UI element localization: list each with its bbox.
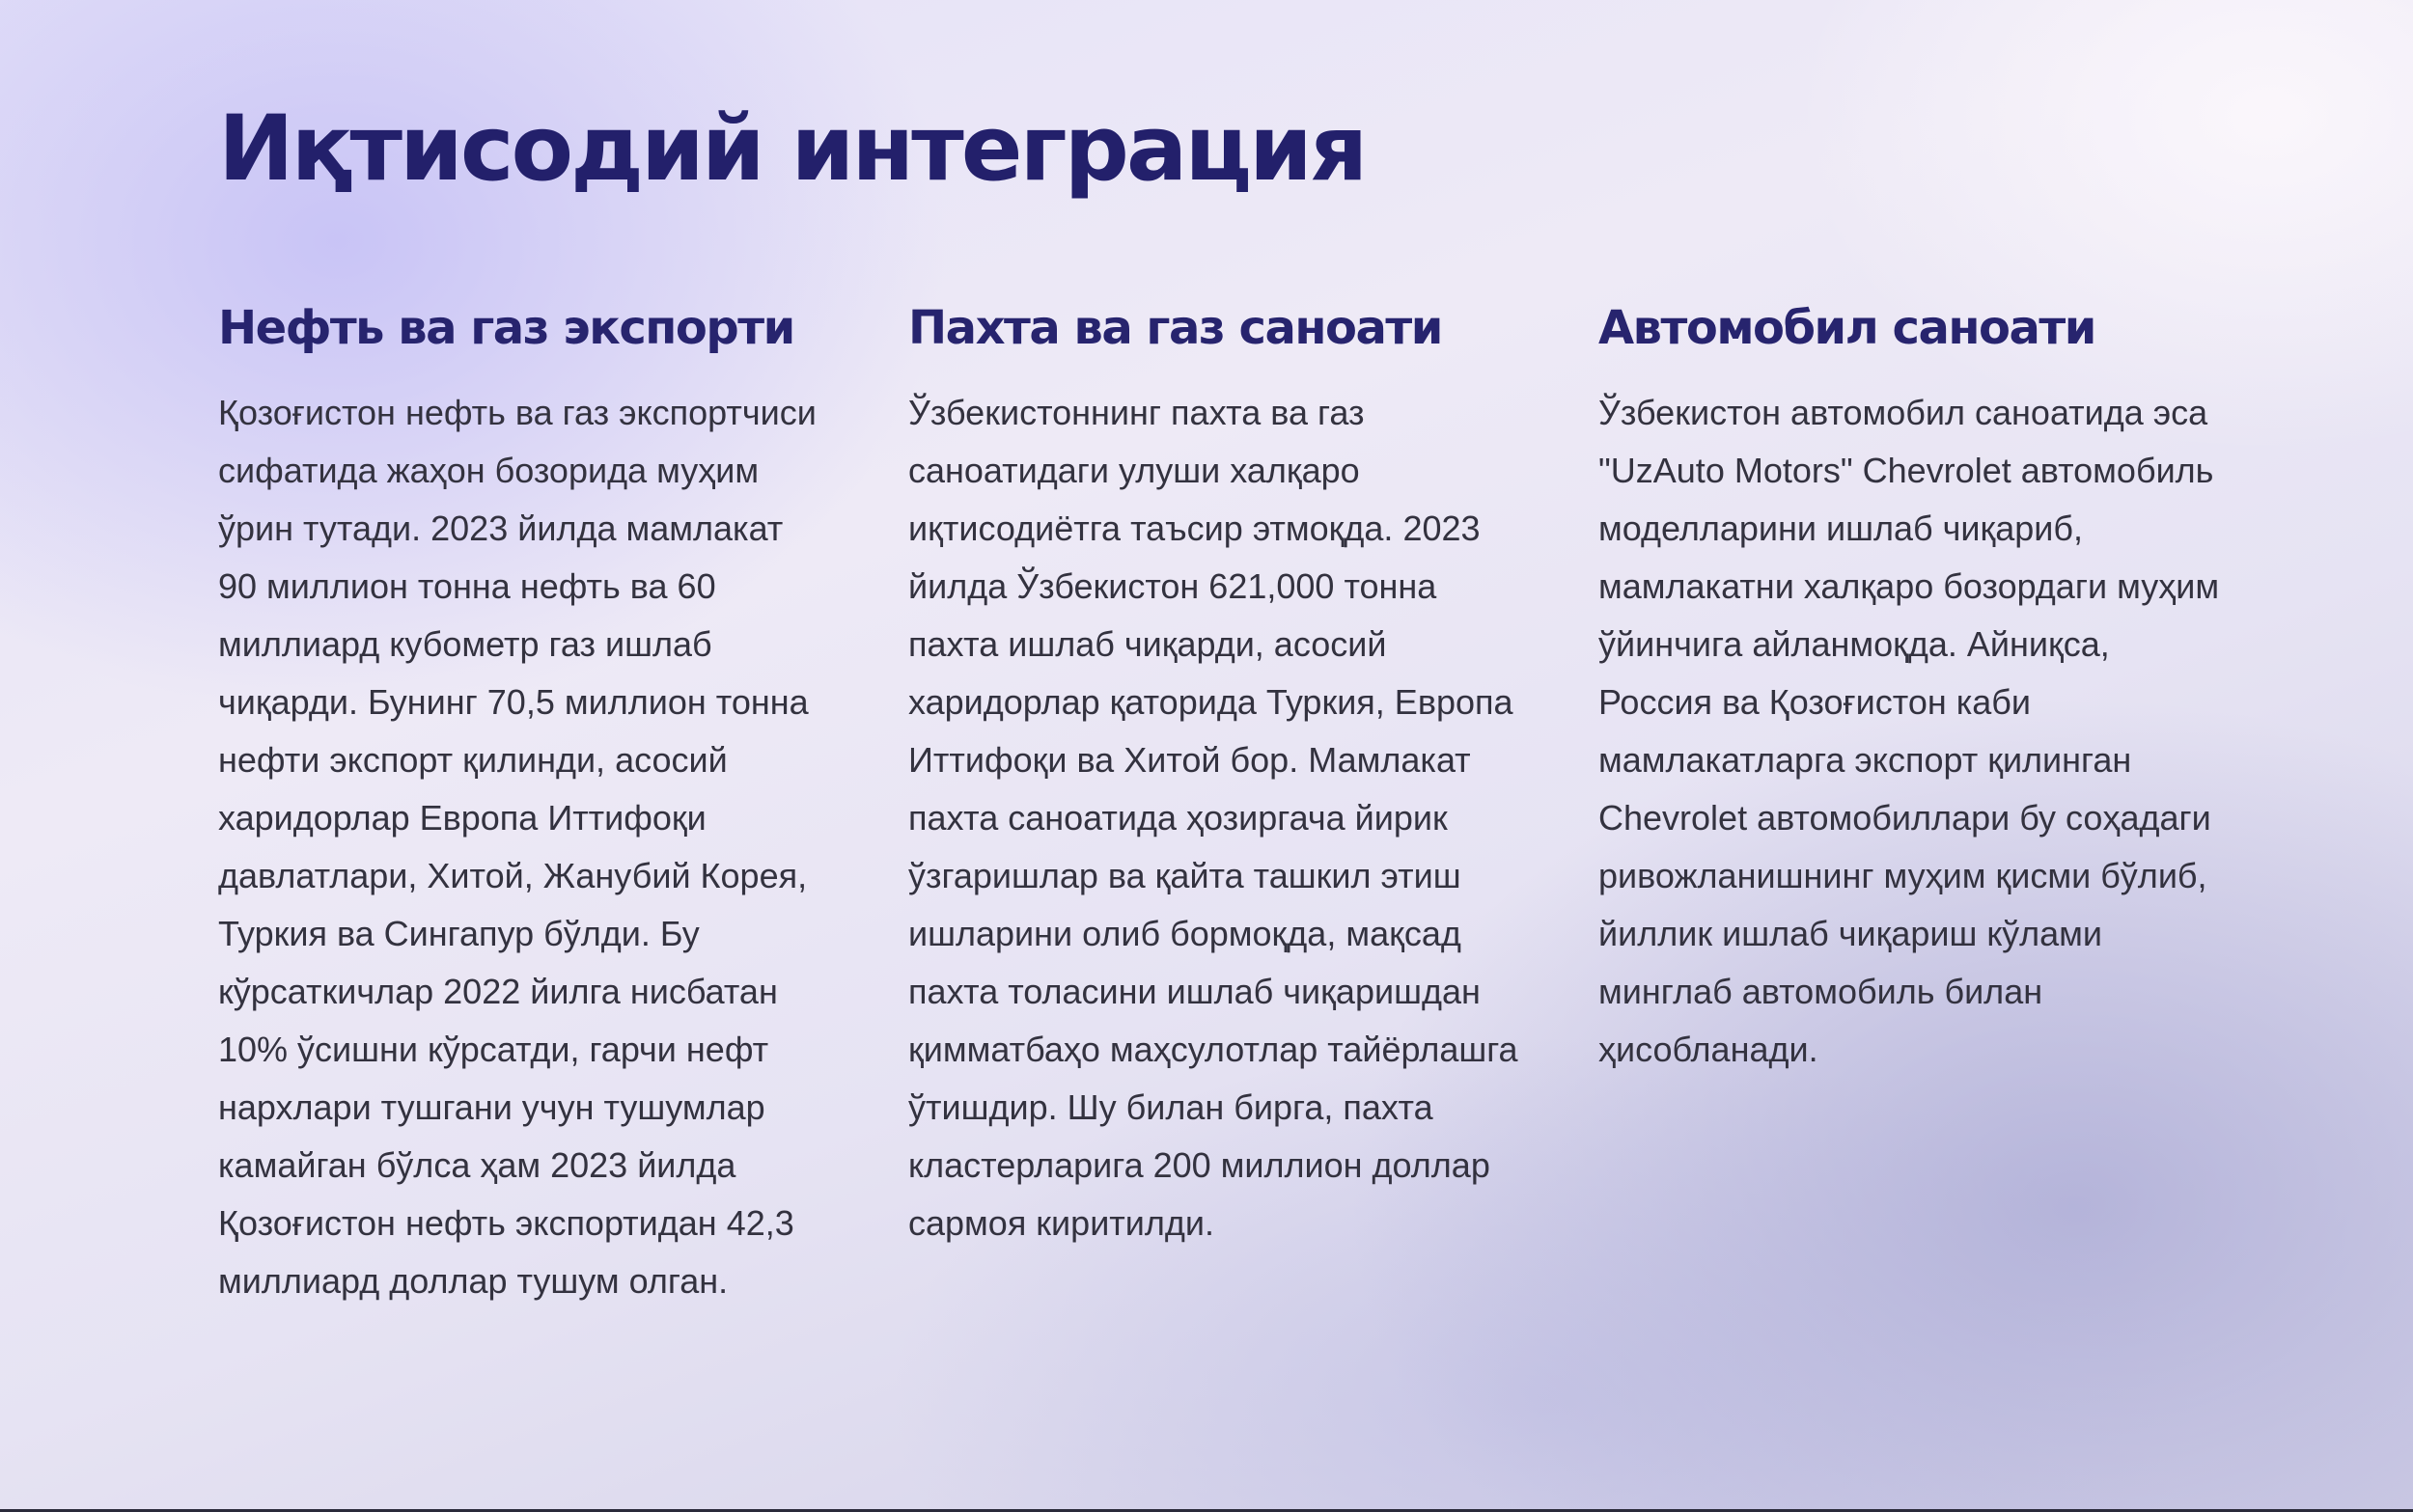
slide-title: Иқтисодий интеграция xyxy=(218,96,1366,202)
column-body-text: Қозоғистон нефть ва газ экспортчиси сифатида жаҳон бозорида муҳим ўрин тутади. 2023 йилда мамлакат 90 миллион тонна нефть ва 60 миллиард кубометр газ ишлаб чиқарди. Бунинг 70,5 миллион тонна нефти экспорт қилинди, асосий харидорлар Европа Иттифоқи давлатлари, Хитой, Жанубий Корея, Туркия ва Сингапур бўлди. Бу кўрсаткичлар 2022 йилга нисбатан 10% ўсишни кўрсатди, гарчи нефт нархлари тушгани учун тушумлар камайган бўлса ҳам 2023 йилда Қозоғистон нефть экспортидан 42,3 миллиард доллар тушум олган. xyxy=(218,393,817,1301)
column-body-text: Ўзбекистон автомобил саноатида эса "UzAuto Motors" Chevrolet автомобиль моделларини ишлаб чиқариб, мамлакатни халқаро бозордаги муҳим ўйинчига айланмоқда. Айниқса, Россия ва Қозоғистон каби мамлакатларга экспорт қилинган Chevrolet автомобиллари бу соҳадаги ривожланишнинг муҳим қисми бўлиб, йиллик ишлаб чиқариш кўлами минглаб автомобиль билан ҳисобланади. xyxy=(1598,393,2220,1069)
column-cotton-gas xyxy=(908,301,1526,1252)
column-heading: Автомобил саноати xyxy=(1598,301,2095,355)
column-heading: Нефть ва газ экспорти xyxy=(218,301,794,355)
column-body-text: Ўзбекистоннинг пахта ва газ саноатидаги улуши халқаро иқтисодиётга таъсир этмоқда. 2023 йилда Ўзбекистон 621,000 тонна пахта ишлаб чиқарди, асосий харидорлар қаторида Туркия, Европа Иттифоқи ва Хитой бор. Мамлакат пахта саноатида ҳозиргача йирик ўзгаришлар ва қайта ташкил этиш ишларини олиб бормоқда, мақсад пахта толасини ишлаб чиқаришдан қимматбаҳо маҳсулотлар тайёрлашга ўтишдир. Шу билан бирга, пахта кластерларига 200 миллион доллар сармоя киритилди. xyxy=(908,393,1518,1243)
column-oil-gas xyxy=(218,301,836,1310)
column-heading: Пахта ва газ саноати xyxy=(908,301,1442,355)
column-automotive xyxy=(1598,301,2220,1079)
